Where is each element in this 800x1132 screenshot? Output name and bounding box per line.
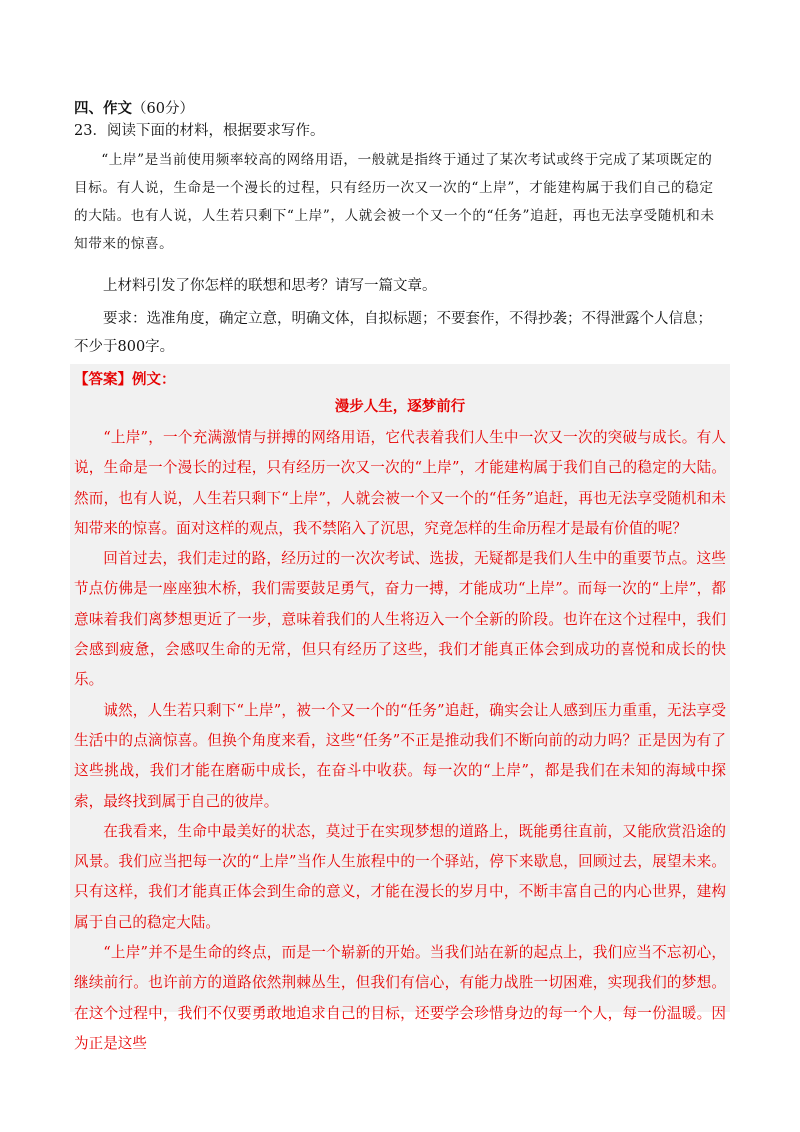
essay-paragraph: 回首过去，我们走过的路，经历过的一次次考试、选拔，无疑都是我们人生中的重要节点。这些节点仿佛是一座座独木桥，我们需要鼓足勇气，奋力一搏，才能成功“上岸”。而每一次的“上岸”，都意味着我们离梦想更近了一步，意味着我们的人生将迈入一个全新的阶段。也许在这个过程中，我们会感到疲惫，会感叹生命的无常，但只有经历了这些，我们才能真正体会到成功的喜悦和成长的快乐。 bbox=[74, 550, 726, 689]
section-score: （60分） bbox=[132, 101, 194, 117]
essay-title: 漫步人生，逐梦前行 bbox=[334, 399, 466, 415]
section-heading-text: 四、作文 bbox=[74, 101, 132, 117]
essay-paragraph: “上岸”，一个充满激情与拼搏的网络用语，它代表着我们人生中一次又一次的突破与成长。有人说，生命是一个漫长的过程，只有经历一次又一次的“上岸”，才能建构属于我们自己的稳定的大陆。然而，也有人说，人生若只剩下“上岸”，人就会被一个又一个的“任务”追赶，再也无法享受随机和未知带来的惊喜。面对这样的观点，我不禁陷入了沉思，究竟怎样的生命历程才是最有价值的呢？ bbox=[74, 429, 726, 537]
section-heading bbox=[74, 99, 194, 119]
prompt-question: 上材料引发了你怎样的联想和思考？请写一篇文章。 bbox=[103, 278, 437, 294]
answer-label: 【答案】例文： bbox=[74, 372, 176, 388]
material-text bbox=[74, 146, 726, 258]
essay-paragraph: 诚然，人生若只剩下“上岸”，被一个又一个的“任务”追赶，确实会让人感到压力重重，无法享受生活中的点滴惊喜。但换个角度来看，这些“任务”不正是推动我们不断向前的动力吗？正是因为有了这些挑战，我们才能在磨砺中成长，在奋斗中收获。每一次的“上岸”，都是我们在未知的海域中探索，最终找到属于自己的彼岸。 bbox=[74, 701, 726, 810]
essay-paragraph: “上岸”并不是生命的终点，而是一个崭新的开始。当我们站在新的起点上，我们应当不忘初心，继续前行。也许前方的道路依然荆棘丛生，但我们有信心，有能力战胜一切困难，实现我们的梦想。在这个过程中，我们不仅要勇敢地追求自己的目标，还要学会珍惜身边的每一个人，每一份温暖。因为正是这些 bbox=[74, 944, 726, 1052]
question-instruction: 23．阅读下面的材料，根据要求写作。 bbox=[74, 123, 325, 139]
essay-body bbox=[74, 423, 726, 1059]
prompt-requirements: 要求：选准角度，确定立意，明确文体，自拟标题；不要套作，不得抄袭；不得泄露个人信息；不少于800字。 bbox=[74, 311, 712, 355]
writing-prompt bbox=[74, 272, 726, 366]
material-paragraph: “上岸”是当前使用频率较高的网络用语，一般就是指终于通过了某次考试或终于完成了某项既定的目标。有人说，生命是一个漫长的过程，只有经历一次又一次的“上岸”，才能建构属于我们自己的稳定的大陆。也有人说，人生若只剩下“上岸”，人就会被一个又一个的“任务”追赶，再也无法享受随机和未知带来的惊喜。 bbox=[74, 152, 715, 252]
essay-paragraph: 在我看来，生命中最美好的状态，莫过于在实现梦想的道路上，既能勇往直前，又能欣赏沿途的风景。我们应当把每一次的“上岸”当作人生旅程中的一个驿站，停下来歇息，回顾过去，展望未来。只有这样，我们才能真正体会到生命的意义，才能在漫长的岁月中，不断丰富自己的内心世界，建构属于自己的稳定大陆。 bbox=[74, 822, 726, 931]
